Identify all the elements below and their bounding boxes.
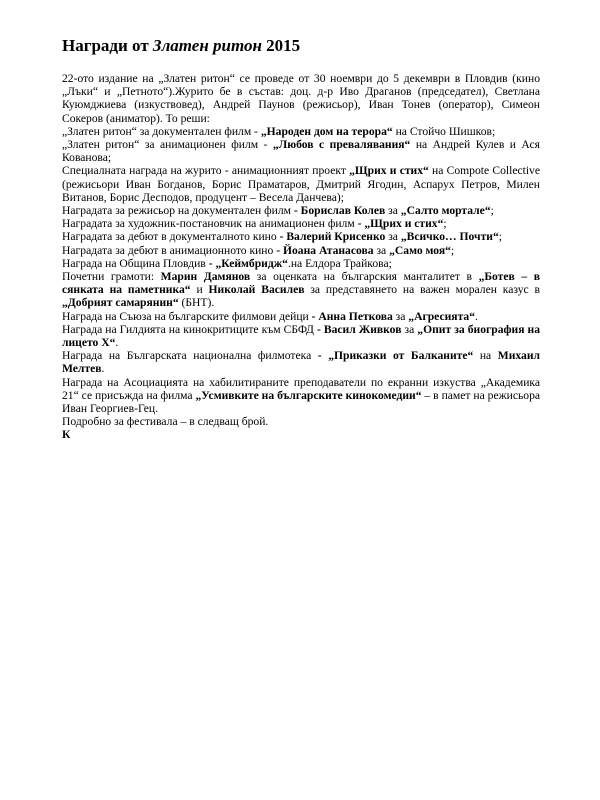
- award-text: .: [101, 362, 105, 376]
- title-year: 2015: [261, 36, 301, 55]
- award-text: Награда на Асоциацията на хабилитираните преподаватели по екранни изкуства „Академика 21“ се присъжда на филма: [62, 375, 540, 402]
- award-documentary-ritone: [62, 125, 540, 138]
- award-text: ;: [498, 230, 502, 244]
- award-highlight: - „Кеймбридж“: [208, 256, 288, 270]
- award-text: Специалната награда на журито - анимационният проект: [62, 164, 350, 178]
- award-special-jury: [62, 164, 540, 204]
- award-critics-guild: [62, 323, 540, 349]
- title-festival-name: Златен ритон: [152, 36, 262, 55]
- signature: К: [62, 428, 71, 442]
- award-highlight: - Борислав Колев: [293, 204, 386, 218]
- award-text: на Андрей Кулев и Ася Кованова;: [62, 138, 540, 165]
- award-text: на: [473, 349, 498, 363]
- page-title: [62, 36, 540, 56]
- article: [62, 36, 540, 442]
- award-animation-debut: [62, 244, 540, 257]
- award-documentary-director: [62, 204, 540, 217]
- title-prefix: Награди от: [62, 36, 153, 55]
- award-text: и: [190, 283, 209, 297]
- award-text: за представянето на важен морален казус в: [304, 283, 540, 297]
- award-national-filmotheque: [62, 349, 540, 375]
- award-text: на Стойчо Шишков;: [392, 124, 496, 138]
- award-text: Наградата за дебют в анимационното кино: [62, 243, 277, 257]
- award-highlight: „Само моя“: [389, 243, 451, 257]
- award-animation-ritone: [62, 138, 540, 164]
- article-body: [62, 72, 540, 442]
- award-highlight: - Васил Живков: [316, 322, 402, 336]
- award-highlight: „Народен дом на терора“: [260, 124, 393, 138]
- award-plovdiv-municipality: [62, 257, 540, 270]
- award-animation-artist: [62, 217, 540, 230]
- award-text: ;: [443, 217, 447, 231]
- award-text: за: [373, 243, 390, 257]
- award-union-bulgarian-film: [62, 310, 540, 323]
- award-text: .на Елдора Трайкова;: [287, 256, 392, 270]
- award-text: Награда на Съюза на българските филмови дейци: [62, 309, 312, 323]
- award-text: за: [401, 322, 418, 336]
- award-highlight: „Щрих и стих“: [349, 164, 429, 178]
- award-text: „Златен ритон“ за анимационен филм -: [62, 138, 273, 152]
- award-diplomas: [62, 270, 540, 310]
- award-text: за: [385, 204, 401, 218]
- award-highlight: Марин Дамянов: [160, 270, 251, 284]
- award-text: ;: [490, 204, 494, 218]
- outro-paragraph: Подробно за фестивала – в следващ брой.: [62, 415, 269, 429]
- awards-list: [62, 125, 540, 415]
- award-highlight: - Валерий Крисенко: [279, 230, 386, 244]
- award-documentary-debut: [62, 230, 540, 243]
- award-text: .: [475, 309, 478, 323]
- award-highlight: Михаил Мелтев: [62, 349, 540, 376]
- intro-paragraph: 22-ото издание на „Златен ритон“ се проведе от 30 ноември до 5 декември в Пловдив (кино „Лъки“ и „Петното“).Журито бе в състав: доц. д-р Иво Драганов (председател), Светлана Куюмджиева (изкуствовед), Андрей Паунов (режисьор), Иван Тонев (оператор), Симеон Сокеров (аниматор). То реши:: [62, 72, 540, 125]
- award-text: на Compote Collective (режисьори Иван Богданов, Борис Праматаров, Дмитрий Ягодин, Аспарух Петров, Милен Витанов, Борис Десподов, продуцент – Весела Данчева);: [62, 164, 541, 204]
- award-text: Награда на Българската национална филмотека: [62, 349, 318, 363]
- award-text: Наградата за художник-постановчик на анимационен филм: [62, 217, 358, 231]
- award-text: Наградата за дебют в документалното кино: [62, 230, 280, 244]
- award-text: за: [392, 309, 409, 323]
- award-highlight: „Салто мортале“: [400, 204, 491, 218]
- award-text: за: [385, 230, 401, 244]
- award-text: Награда на Община Пловдив: [62, 256, 209, 270]
- award-highlight: „Агресията“: [408, 309, 475, 323]
- award-text: Почетни грамоти:: [62, 270, 161, 284]
- award-highlight: „Опит за биография на лицето Х“: [62, 322, 541, 350]
- award-academy-21: [62, 376, 540, 416]
- award-text: Наградата за режисьор на документален филм: [62, 204, 294, 218]
- award-highlight: - „Щрих и стих“: [357, 217, 444, 231]
- award-highlight: „Усмивките на българските кинокомедии“: [195, 388, 422, 402]
- award-highlight: - Йоана Атанасова: [276, 243, 374, 257]
- award-highlight: „Добрият самарянин“: [62, 296, 179, 310]
- award-text: ;: [450, 243, 455, 257]
- award-highlight: „Любов с превалявания“: [272, 138, 411, 152]
- award-text: Награда на Гилдията на кинокритиците към СБФД: [62, 322, 317, 336]
- award-text: за оценката на българския манталитет в: [250, 270, 479, 284]
- award-highlight: „Всичко… Почти“: [400, 230, 499, 244]
- award-text: „Златен ритон“ за документален филм -: [62, 124, 261, 138]
- award-highlight: - Анна Петкова: [311, 309, 393, 323]
- award-text: (БНТ).: [178, 296, 215, 310]
- award-highlight: Николай Василев: [208, 283, 305, 297]
- award-highlight: - „Приказки от Балканите“: [317, 349, 474, 363]
- award-text: – в памет на режисьора Иван Георгиев-Гец.: [62, 388, 541, 416]
- award-highlight: „Ботев – в сянката на паметника“: [62, 270, 540, 297]
- award-text: .: [115, 336, 119, 350]
